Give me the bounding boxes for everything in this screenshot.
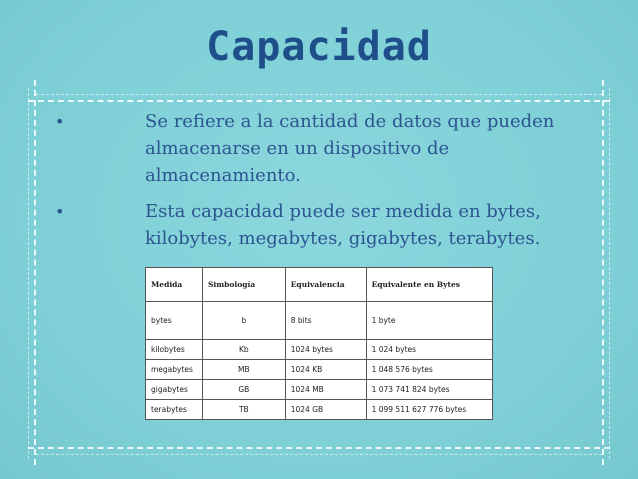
bullet-text: Se refiere a la cantidad de datos que pueden almacenarse en un dispositivo de almacenamiento. bbox=[145, 111, 555, 186]
table-row bbox=[146, 360, 493, 380]
frame-border-left-inner bbox=[28, 88, 29, 459]
bullet-marker: • bbox=[55, 202, 65, 221]
frame-border-left bbox=[34, 80, 36, 465]
header-equivalente-bytes: Equivalente en Bytes bbox=[366, 268, 492, 302]
cell-equivalente-bytes: 1 099 511 627 776 bytes bbox=[366, 400, 492, 420]
frame-border-bottom-inner bbox=[36, 454, 602, 455]
frame-border-top bbox=[28, 100, 610, 102]
table-header-row bbox=[146, 268, 493, 302]
cell-medida: bytes bbox=[146, 302, 203, 340]
cell-medida: terabytes bbox=[146, 400, 203, 420]
cell-medida: gigabytes bbox=[146, 380, 203, 400]
frame-border-bottom bbox=[28, 447, 610, 449]
table-row bbox=[146, 340, 493, 360]
cell-simbologia: b bbox=[202, 302, 285, 340]
cell-equivalente-bytes: 1 073 741 824 bytes bbox=[366, 380, 492, 400]
frame-border-right bbox=[602, 80, 604, 465]
cell-simbologia: TB bbox=[202, 400, 285, 420]
cell-medida: megabytes bbox=[146, 360, 203, 380]
bullet-text: Esta capacidad puede ser medida en bytes, kilobytes, megabytes, gigabytes, terabytes. bbox=[145, 201, 541, 249]
cell-equivalencia: 1024 bytes bbox=[285, 340, 366, 360]
header-simbologia: Simbología bbox=[202, 268, 285, 302]
slide-title: Capacidad bbox=[206, 24, 432, 70]
frame-border-right-inner bbox=[609, 88, 610, 459]
storage-units-table bbox=[145, 267, 493, 420]
cell-medida: kilobytes bbox=[146, 340, 203, 360]
cell-simbologia: Kb bbox=[202, 340, 285, 360]
table-row bbox=[146, 400, 493, 420]
cell-equivalente-bytes: 1 024 bytes bbox=[366, 340, 492, 360]
cell-equivalencia: 1024 KB bbox=[285, 360, 366, 380]
cell-equivalencia: 8 bits bbox=[285, 302, 366, 340]
cell-equivalencia: 1024 GB bbox=[285, 400, 366, 420]
bullet-marker: • bbox=[55, 112, 65, 131]
header-equivalencia: Equivalencia bbox=[285, 268, 366, 302]
cell-simbologia: MB bbox=[202, 360, 285, 380]
header-medida: Medida bbox=[146, 268, 203, 302]
cell-equivalencia: 1024 MB bbox=[285, 380, 366, 400]
cell-simbologia: GB bbox=[202, 380, 285, 400]
frame-border-top-inner bbox=[36, 94, 602, 95]
cell-equivalente-bytes: 1 byte bbox=[366, 302, 492, 340]
cell-equivalente-bytes: 1 048 576 bytes bbox=[366, 360, 492, 380]
table-row bbox=[146, 302, 493, 340]
table-row bbox=[146, 380, 493, 400]
